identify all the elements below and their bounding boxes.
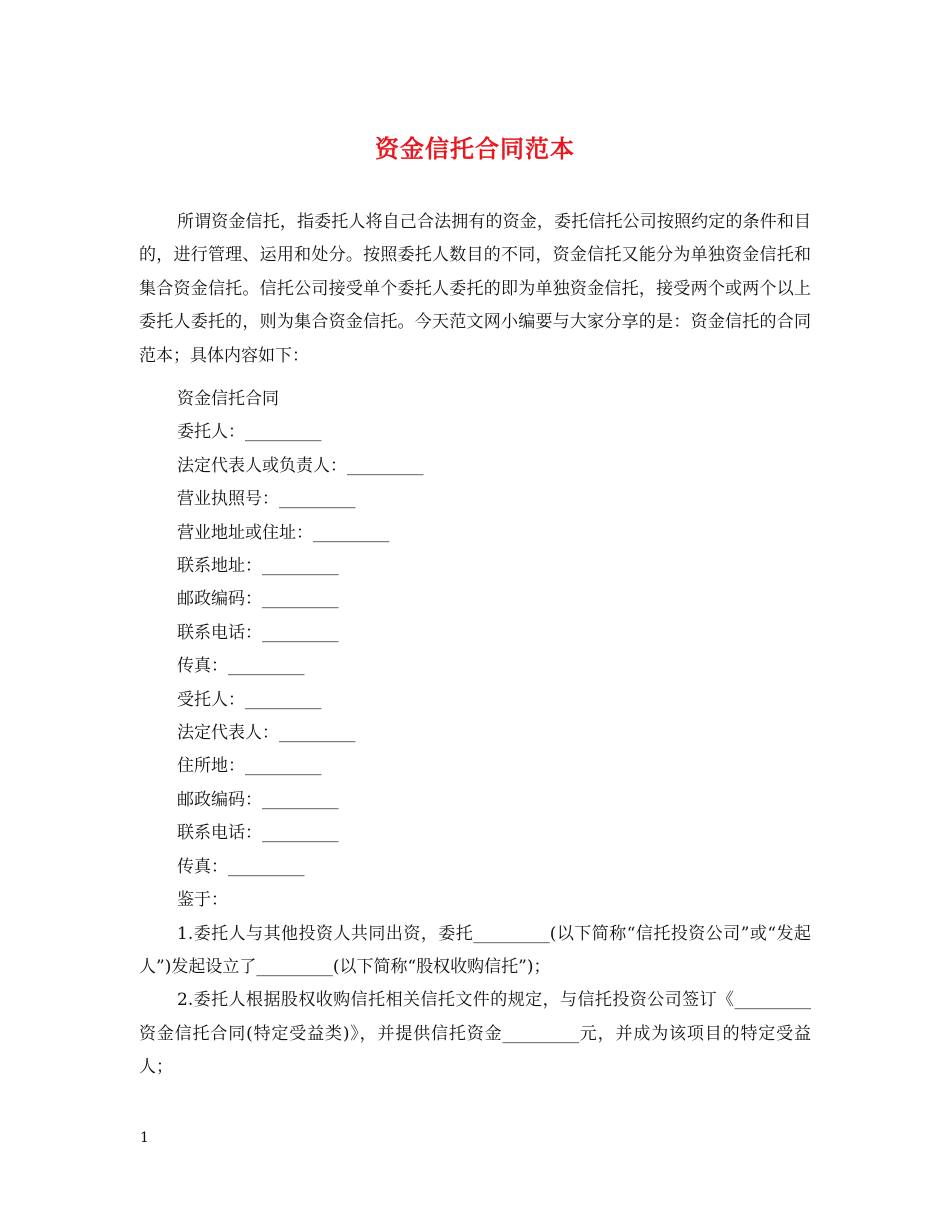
- document-title: 资金信托合同范本: [375, 134, 575, 163]
- contract-heading: 资金信托合同: [177, 389, 279, 409]
- recitals-heading: 鉴于：: [177, 890, 228, 911]
- field-principal-representative: 法定代表人或负责人：_________: [177, 455, 424, 476]
- field-trustee-domicile: 住所地：_________: [177, 756, 322, 777]
- clause-1: 1.委托人与其他投资人共同出资，委托_________(以下简称“信托投资公司”或“发起人”)发起设立了_________(以下简称“股权收购信托”)；: [139, 923, 811, 977]
- field-principal: 委托人：_________: [177, 422, 322, 443]
- field-trustee-postal-code: 邮政编码：_________: [177, 789, 339, 810]
- field-business-address: 营业地址或住址：_________: [177, 522, 390, 543]
- field-phone: 联系电话：_________: [177, 622, 339, 643]
- field-contact-address: 联系地址：_________: [177, 556, 339, 577]
- clause-2: 2.委托人根据股权收购信托相关信托文件的规定，与信托投资公司签订《_________资金信托合同(特定受益类)》，并提供信托资金_________元，并成为该项目的特定受益人；: [139, 990, 811, 1078]
- field-trustee-fax: 传真：_________: [177, 856, 305, 877]
- field-fax: 传真：_________: [177, 656, 305, 677]
- contract-body: [139, 383, 811, 1085]
- field-postal-code: 邮政编码：_________: [177, 589, 339, 610]
- field-trustee-representative: 法定代表人：_________: [177, 723, 356, 744]
- page-number: 1: [140, 1130, 149, 1146]
- intro-paragraph: 所谓资金信托，指委托人将自己合法拥有的资金，委托信托公司按照约定的条件和目的，进行管理、运用和处分。按照委托人数目的不同，资金信托又能分为单独资金信托和集合资金信托。信托公司接受单个委托人委托的即为单独资金信托，接受两个或两个以上委托人委托的，则为集合资金信托。今天范文网小编要与大家分享的是：资金信托的合同范本；具体内容如下：: [139, 212, 811, 366]
- field-business-license: 营业执照号：_________: [177, 489, 356, 510]
- field-trustee-phone: 联系电话：_________: [177, 823, 339, 844]
- field-trustee: 受托人：_________: [177, 689, 322, 710]
